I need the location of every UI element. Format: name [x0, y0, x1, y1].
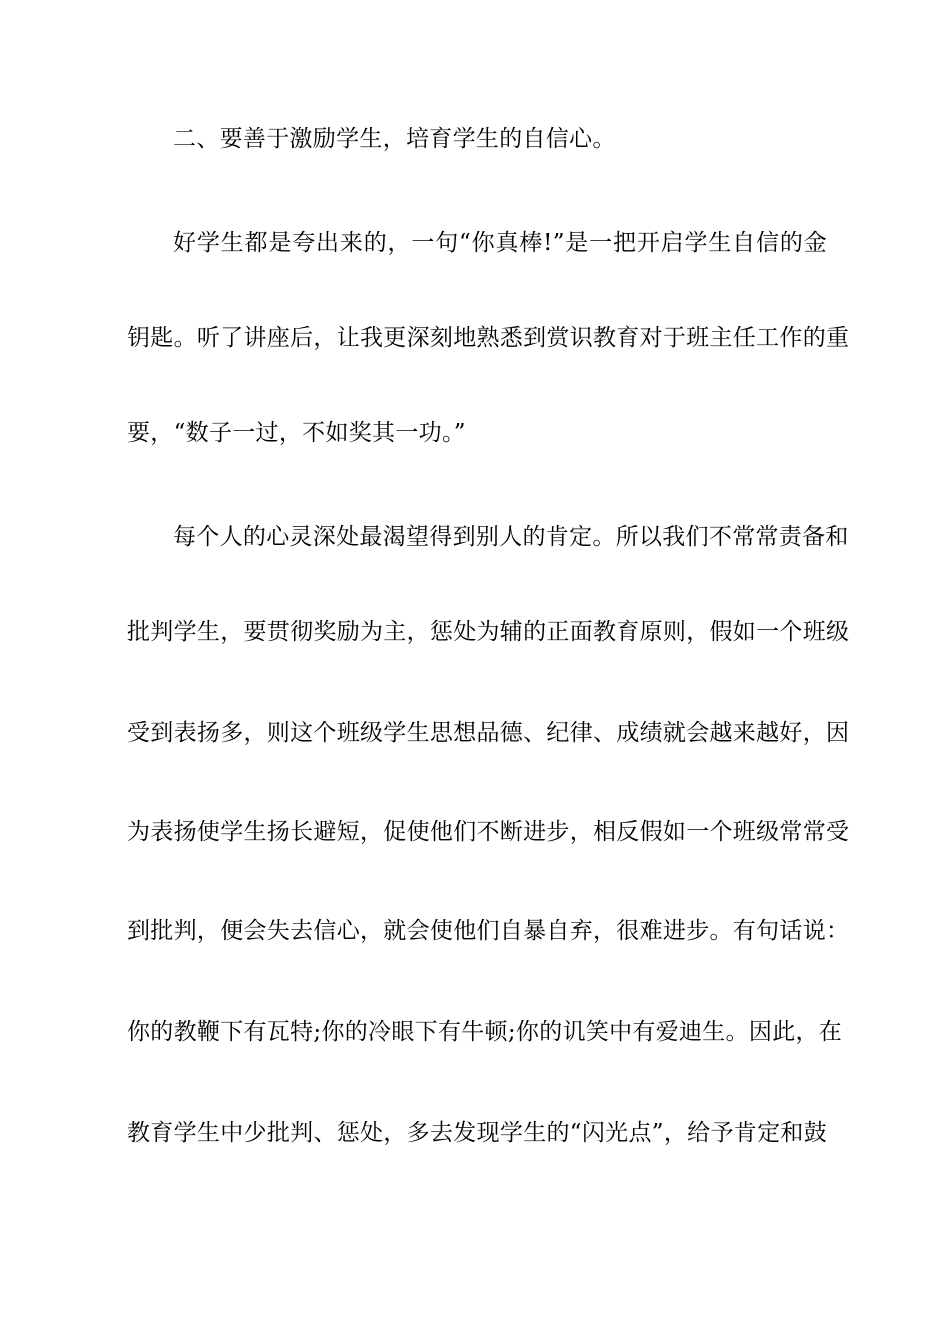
paragraph-line: 教育学生中少批判、惩处，多去发现学生的“闪光点”，给予肯定和鼓: [127, 1120, 827, 1146]
paragraph-line: 批判学生，要贯彻奖励为主，惩处为辅的正面教育原则，假如一个班级: [127, 619, 850, 645]
paragraph-line: 每个人的心灵深处最渴望得到别人的肯定。所以我们不常常责备和: [173, 524, 849, 550]
paragraph-line: 为表扬使学生扬长避短，促使他们不断进步，相反假如一个班级常常受: [127, 819, 850, 845]
paragraph-line: 你的教鞭下有瓦特;你的冷眼下有牛顿;你的讥笑中有爱迪生。因此，在: [127, 1019, 843, 1045]
paragraph-line: 受到表扬多，则这个班级学生思想品德、纪律、成绩就会越来越好，因: [127, 720, 850, 746]
paragraph-line: 钥匙。听了讲座后，让我更深刻地熟悉到赏识教育对于班主任工作的重: [127, 325, 850, 351]
paragraph-line: 要，“数子一过，不如奖其一功。”: [127, 420, 466, 446]
paragraph-line: 好学生都是夸出来的，一句“你真棒!”是一把开启学生自信的金: [173, 230, 827, 256]
section-heading: 二、要善于激励学生，培育学生的自信心。: [173, 126, 616, 152]
paragraph-line: 到批判，便会失去信心，就会使他们自暴自弃，很难进步。有句话说：: [127, 918, 850, 944]
